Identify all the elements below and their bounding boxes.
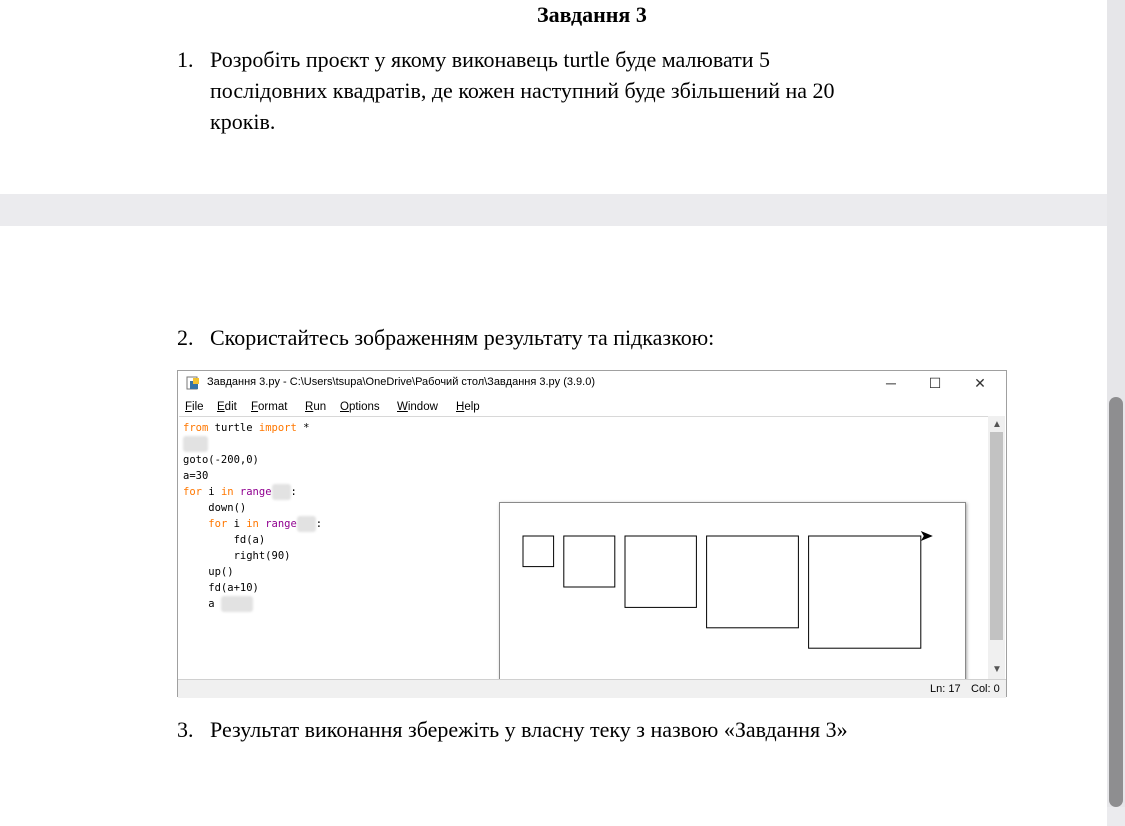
- item-line-1: Розробіть проєкт у якому виконавець turtle буде малювати 5: [210, 47, 771, 72]
- maximize-button[interactable]: ☐: [928, 375, 942, 391]
- scroll-down-icon[interactable]: ▼: [992, 664, 1002, 675]
- task-title: Завдання 3: [537, 2, 647, 27]
- turtle-square-5: [809, 536, 921, 648]
- turtle-square-3: [625, 536, 696, 607]
- turtle-square-2: [564, 536, 615, 587]
- code-text: from turtle import * goto(-200,0) a=30 for i in range : down() for i in range : fd(a) right(90) up() fd(a+10) a: [183, 422, 323, 610]
- vertical-scrollbar[interactable]: [988, 416, 1005, 679]
- turtle-square-4: [707, 536, 799, 628]
- status-line: Ln: 17: [930, 683, 961, 695]
- window-titlebar: [178, 371, 1006, 396]
- blurred-code: [297, 516, 316, 532]
- blurred-code: [183, 436, 208, 452]
- status-col: Col: 0: [971, 683, 1000, 695]
- menu-options[interactable]: Options: [340, 401, 380, 413]
- item-number: 2.: [177, 325, 194, 350]
- scroll-up-icon[interactable]: ▲: [992, 419, 1002, 430]
- blurred-code: [221, 596, 253, 612]
- menu-format[interactable]: Format: [251, 401, 288, 413]
- menu-help[interactable]: Help: [456, 401, 480, 413]
- item-number: 1.: [177, 47, 194, 72]
- code-editor[interactable]: [179, 416, 988, 680]
- item-line-3: кроків.: [210, 109, 276, 134]
- page-scroll-thumb[interactable]: [1109, 397, 1123, 807]
- item-line-2: послідовних квадратів, де кожен наступний буде збільшений на 20: [210, 78, 835, 103]
- python-file-icon: [186, 376, 200, 390]
- blurred-code: [272, 484, 291, 500]
- turtle-square-1: [523, 536, 554, 567]
- turtle-drawing: [500, 503, 965, 681]
- item-text: Скористайтесь зображенням результату та підказкою:: [210, 325, 715, 350]
- item-number: 3.: [177, 717, 194, 742]
- window-title: Завдання 3.py - C:\Users\tsupa\OneDrive\Рабочий стол\Завдання 3.py (3.9.0): [207, 376, 595, 388]
- scroll-thumb[interactable]: [990, 432, 1003, 640]
- page-scrollbar[interactable]: [1107, 0, 1125, 807]
- close-button[interactable]: ✕: [974, 375, 986, 391]
- turtle-arrow-icon: [921, 531, 933, 541]
- idle-editor-screenshot: [177, 370, 1007, 697]
- menu-edit[interactable]: Edit: [217, 401, 237, 413]
- menu-file[interactable]: File: [185, 401, 204, 413]
- minimize-button[interactable]: ─: [886, 375, 896, 391]
- page-top: [0, 0, 1107, 194]
- menu-window[interactable]: Window: [397, 401, 438, 413]
- menu-run[interactable]: Run: [305, 401, 327, 413]
- item-text: Результат виконання збережіть у власну теку з назвою «Завдання 3»: [210, 717, 848, 742]
- status-bar: [178, 679, 1006, 698]
- turtle-canvas: [499, 502, 966, 682]
